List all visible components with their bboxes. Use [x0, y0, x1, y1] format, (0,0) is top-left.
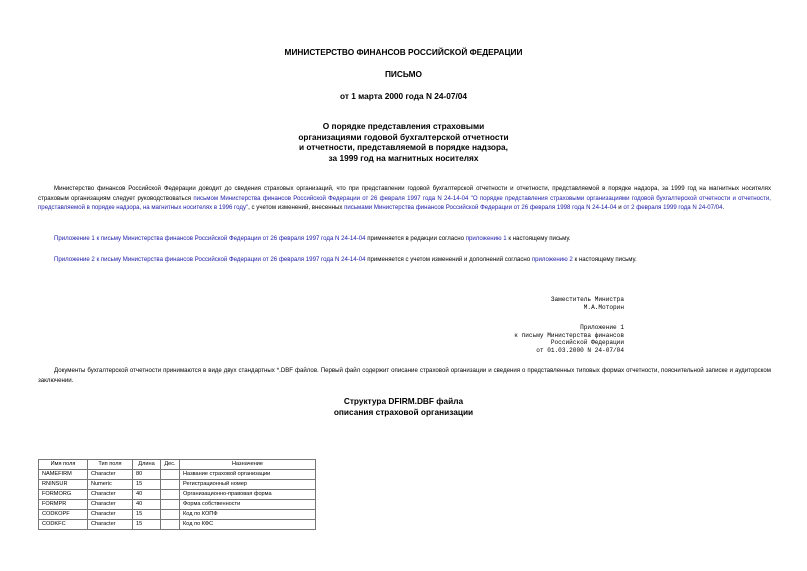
link-appendix-2-1997[interactable]: Приложение 2 к письму Министерства финансов Российской Федерации от 26 февраля 1997 года N 24-14-04 — [54, 256, 366, 263]
table-cell: Character — [88, 490, 133, 500]
paragraph-appendix-2 — [38, 255, 771, 265]
paragraph-intro — [38, 184, 771, 213]
table-row — [39, 480, 316, 490]
structure-title — [0, 396, 807, 418]
appendix-ref-line: Приложение 1 — [580, 324, 624, 331]
table-cell: 15 — [133, 520, 161, 530]
table-cell: 40 — [133, 490, 161, 500]
link-appendix-1-1997[interactable]: Приложение 1 к письму Министерства финансов Российской Федерации от 26 февраля 1997 года N 24-14-04 — [54, 235, 366, 242]
paragraph-text: . — [722, 204, 725, 212]
paragraph-dbf-description: Документы бухгалтерской отчетности принимаются в виде двух стандартных *.DBF файлов. Первый файл содержит описание страховой организации и сведения о представленных типовых формах отчетности, пояснительной записке и аудиторском заключении. — [38, 367, 771, 384]
table-cell: 40 — [133, 500, 161, 510]
document-type: ПИСЬМО — [384, 69, 423, 79]
table-cell: Код по КФС — [180, 520, 316, 530]
table-cell: Character — [88, 470, 133, 480]
table-row — [39, 500, 316, 510]
paragraph-text: , с учетом изменений, внесенных — [248, 204, 345, 212]
table-cell: Название страховой организации — [180, 470, 316, 480]
table-cell: Character — [88, 510, 133, 520]
signature-name: М.А.Моторин — [583, 303, 624, 311]
subject-line: и отчетности, представляемой в порядке надзора, — [299, 142, 508, 152]
link-letter-1999[interactable]: от 2 февраля 1999 года N 24-07/04 — [623, 204, 723, 212]
table-header-row — [39, 460, 316, 470]
table-cell: Регистрационный номер — [180, 480, 316, 490]
paragraph-text: Министерство финансов Российской Федерации доводит до сведения страховых организаций, что при представлении годовой бухгалтерской отчетности и отчетности, представляемой в порядке надзора, за 1999 год на магнитных носителях страховым организациям следует руководствоваться — [38, 185, 771, 202]
column-header: Назначение — [180, 460, 316, 470]
ministry-title: МИНИСТЕРСТВО ФИНАНСОВ РОССИЙСКОЙ ФЕДЕРАЦИИ — [284, 47, 523, 57]
link-letter-1998[interactable]: письмами Министерства финансов Российской Федерации от 26 февраля 1998 года N 24-14-04 — [344, 204, 617, 212]
table-cell: 80 — [133, 470, 161, 480]
subject-line: организациями годовой бухгалтерской отчетности — [298, 131, 509, 142]
appendix-reference — [514, 324, 624, 355]
paragraph-text: к настоящему письму. — [572, 256, 637, 263]
table-cell: CODKFC — [39, 520, 88, 530]
table-cell: Character — [88, 500, 133, 510]
paragraph-text: применяется в редакции согласно — [365, 235, 466, 242]
paragraph-text: к настоящему письму. — [506, 235, 571, 242]
column-header: Тип поля — [88, 460, 133, 470]
table-cell — [161, 490, 180, 500]
table-cell — [161, 470, 180, 480]
document-subject — [0, 121, 807, 163]
table-cell: Character — [88, 520, 133, 530]
paragraph-appendix-1 — [38, 234, 771, 244]
table-cell — [161, 500, 180, 510]
structure-title-line: Структура DFIRM.DBF файла — [343, 396, 464, 406]
table-cell: Numeric — [88, 480, 133, 490]
subject-line: О порядке представления страховыми — [322, 121, 485, 131]
table-cell: 15 — [133, 510, 161, 520]
link-appendix-1[interactable]: приложению 1 — [465, 235, 507, 242]
table-cell: Код по КОПФ — [180, 510, 316, 520]
table-cell — [161, 480, 180, 490]
table-row — [39, 490, 316, 500]
table-cell: FORMORG — [39, 490, 88, 500]
dfirm-structure-table — [38, 459, 316, 530]
paragraph-text: и — [616, 204, 624, 212]
table-cell — [161, 520, 180, 530]
column-header: Дес. — [161, 460, 180, 470]
paragraph-text: применяется с учетом изменений и дополнений согласно — [365, 256, 532, 263]
table-cell: CODKOPF — [39, 510, 88, 520]
link-appendix-2[interactable]: приложению 2 — [531, 256, 573, 263]
structure-title-line: описания страховой организации — [333, 407, 474, 417]
table-cell — [161, 510, 180, 520]
document-date-number: от 1 марта 2000 года N 24-07/04 — [339, 91, 468, 101]
table-row — [39, 510, 316, 520]
table-cell: 15 — [133, 480, 161, 490]
subject-line: за 1999 год на магнитных носителях — [328, 152, 479, 163]
appendix-ref-line: к письму Министерства финансов — [514, 331, 624, 339]
signature-block — [551, 296, 624, 311]
column-header: Имя поля — [39, 460, 88, 470]
appendix-ref-line: Российской Федерации — [550, 339, 624, 347]
table-row — [39, 520, 316, 530]
table-cell: Форма собственности — [180, 500, 316, 510]
appendix-ref-line: от 01.03.2000 N 24-07/04 — [536, 347, 624, 355]
table-cell: NAMEFIRM — [39, 470, 88, 480]
signature-position: Заместитель Министра — [550, 296, 624, 303]
link-letter-1997[interactable]: письмом Министерства финансов Российской Федерации от 26 февраля 1997 года N 24-14-04 "О порядке представления страховыми организациями годовой бухгалтерской отчетности и отчетности, представляемой в порядке надзора, на магнитных носителях в 1996 году" — [38, 194, 771, 212]
table-cell: RNINSUR — [39, 480, 88, 490]
table-cell: FORMPR — [39, 500, 88, 510]
table-row — [39, 470, 316, 480]
column-header: Длина — [133, 460, 161, 470]
table-cell: Организационно-правовая форма — [180, 490, 316, 500]
